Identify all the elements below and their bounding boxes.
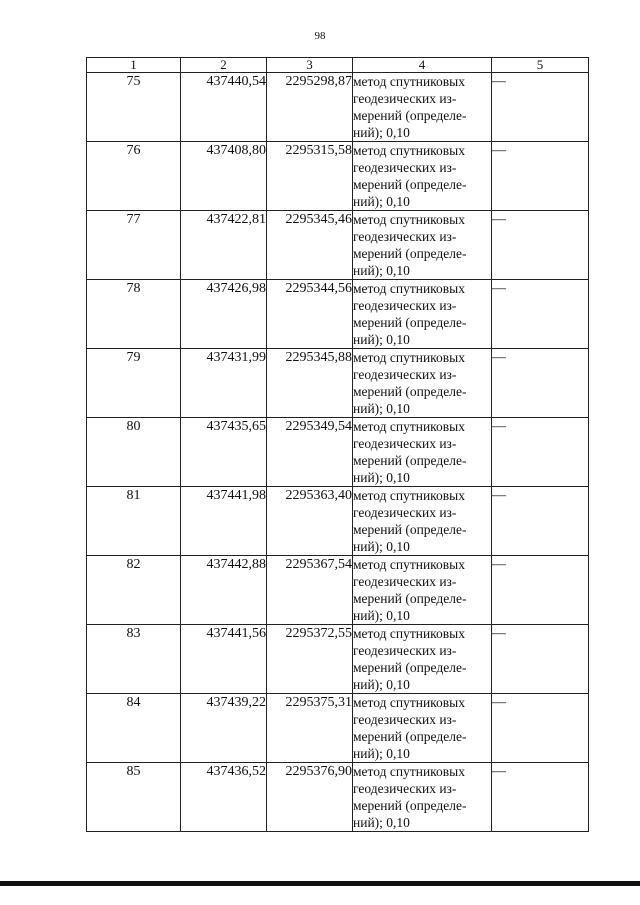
point-number-cell: 80 <box>87 418 181 487</box>
method-cell: метод спутниковых геодезических из- мерений (определе- ний); 0,10 <box>353 211 492 280</box>
x-coordinate-cell: 437431,99 <box>181 349 267 418</box>
note-cell: — <box>492 142 589 211</box>
point-number-cell: 75 <box>87 73 181 142</box>
y-coordinate-cell: 2295372,55 <box>267 625 353 694</box>
x-coordinate-cell: 437442,88 <box>181 556 267 625</box>
table-row <box>87 694 589 763</box>
note-cell: — <box>492 625 589 694</box>
x-coordinate-cell: 437408,80 <box>181 142 267 211</box>
column-header-3: 3 <box>267 58 353 73</box>
y-coordinate-cell: 2295315,58 <box>267 142 353 211</box>
column-header-2: 2 <box>181 58 267 73</box>
point-number-cell: 85 <box>87 763 181 832</box>
column-header-5: 5 <box>492 58 589 73</box>
y-coordinate-cell: 2295375,31 <box>267 694 353 763</box>
x-coordinate-cell: 437436,52 <box>181 763 267 832</box>
x-coordinate-cell: 437439,22 <box>181 694 267 763</box>
table-row <box>87 349 589 418</box>
table-row <box>87 142 589 211</box>
y-coordinate-cell: 2295344,56 <box>267 280 353 349</box>
point-number-cell: 84 <box>87 694 181 763</box>
y-coordinate-cell: 2295345,88 <box>267 349 353 418</box>
x-coordinate-cell: 437426,98 <box>181 280 267 349</box>
table-row <box>87 211 589 280</box>
note-cell: — <box>492 487 589 556</box>
page-number: 98 <box>314 30 326 42</box>
table-row <box>87 625 589 694</box>
method-cell: метод спутниковых геодезических из- мерений (определе- ний); 0,10 <box>353 280 492 349</box>
column-header-4: 4 <box>353 58 492 73</box>
method-cell: метод спутниковых геодезических из- мерений (определе- ний); 0,10 <box>353 487 492 556</box>
column-header-1: 1 <box>87 58 181 73</box>
x-coordinate-cell: 437441,56 <box>181 625 267 694</box>
method-cell: метод спутниковых геодезических из- мерений (определе- ний); 0,10 <box>353 349 492 418</box>
header-row <box>87 58 589 73</box>
point-number-cell: 79 <box>87 349 181 418</box>
y-coordinate-cell: 2295376,90 <box>267 763 353 832</box>
x-coordinate-cell: 437435,65 <box>181 418 267 487</box>
method-cell: метод спутниковых геодезических из- мерений (определе- ний); 0,10 <box>353 694 492 763</box>
x-coordinate-cell: 437441,98 <box>181 487 267 556</box>
table-row <box>87 418 589 487</box>
point-number-cell: 82 <box>87 556 181 625</box>
x-coordinate-cell: 437440,54 <box>181 73 267 142</box>
point-number-cell: 76 <box>87 142 181 211</box>
note-cell: — <box>492 418 589 487</box>
point-number-cell: 78 <box>87 280 181 349</box>
point-number-cell: 77 <box>87 211 181 280</box>
table-body <box>87 73 589 832</box>
table-row <box>87 280 589 349</box>
method-cell: метод спутниковых геодезических из- мерений (определе- ний); 0,10 <box>353 625 492 694</box>
table-row <box>87 487 589 556</box>
y-coordinate-cell: 2295363,40 <box>267 487 353 556</box>
y-coordinate-cell: 2295345,46 <box>267 211 353 280</box>
x-coordinate-cell: 437422,81 <box>181 211 267 280</box>
note-cell: — <box>492 556 589 625</box>
note-cell: — <box>492 694 589 763</box>
table-header <box>87 58 589 73</box>
table-row <box>87 556 589 625</box>
note-cell: — <box>492 349 589 418</box>
table-row <box>87 763 589 832</box>
note-cell: — <box>492 73 589 142</box>
y-coordinate-cell: 2295349,54 <box>267 418 353 487</box>
method-cell: метод спутниковых геодезических из- мерений (определе- ний); 0,10 <box>353 556 492 625</box>
point-number-cell: 81 <box>87 487 181 556</box>
note-cell: — <box>492 763 589 832</box>
table-row <box>87 73 589 142</box>
method-cell: метод спутниковых геодезических из- мерений (определе- ний); 0,10 <box>353 763 492 832</box>
y-coordinate-cell: 2295367,54 <box>267 556 353 625</box>
point-number-cell: 83 <box>87 625 181 694</box>
note-cell: — <box>492 280 589 349</box>
method-cell: метод спутниковых геодезических из- мерений (определе- ний); 0,10 <box>353 73 492 142</box>
method-cell: метод спутниковых геодезических из- мерений (определе- ний); 0,10 <box>353 418 492 487</box>
bottom-rule <box>0 881 640 886</box>
note-cell: — <box>492 211 589 280</box>
y-coordinate-cell: 2295298,87 <box>267 73 353 142</box>
coordinates-table <box>86 57 589 832</box>
method-cell: метод спутниковых геодезических из- мерений (определе- ний); 0,10 <box>353 142 492 211</box>
